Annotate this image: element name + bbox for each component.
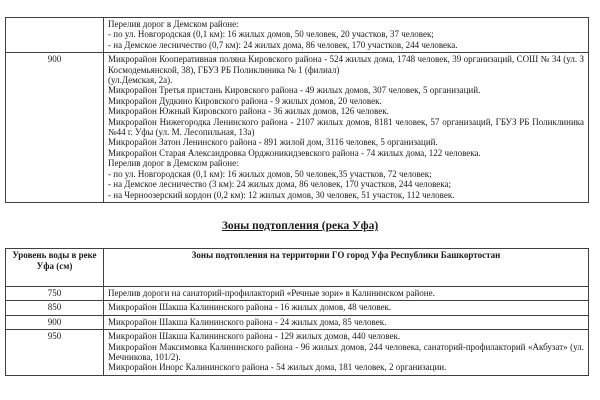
paragraph: Микрорайон Кооперативная поляна Кировского района - 524 жилых дома, 1748 человек, 39 организаций, СОШ № 34 (ул. З Космодемьянской, 38), ГБУЗ РБ Поликлиника № 1 (филиал) — [108, 54, 584, 75]
paragraph: Микрорайон Старая Александровка Орджоникидзевского района - 74 жилых дома, 122 человека. — [108, 147, 481, 158]
table-row — [6, 287, 589, 301]
flood-zone-description-cell — [104, 287, 589, 301]
paragraph: Перелив дороги на санаторий-профилакторий «Речные зори» в Калининском районе. — [108, 288, 435, 298]
paragraph: (ул.Демская, 2а). — [108, 75, 173, 86]
table-row — [6, 301, 589, 315]
flood-zone-description-cell — [104, 18, 589, 53]
table-row — [6, 18, 589, 53]
flood-zones-header: Зоны подтопления на территории ГО город Уфа Республики Башкортостан — [104, 249, 589, 287]
water-level-cell: 850 — [6, 301, 104, 315]
paragraph: Микрорайон Шакша Калининского района - 129 жилых домов, 440 человек. — [108, 331, 401, 342]
flood-zone-description-cell — [104, 330, 589, 376]
paragraph: Микрорайон Южный Кировского района - 36 жилых домов, 126 человек. — [108, 106, 389, 117]
flood-zones-table-continuation — [5, 17, 589, 203]
flood-zones-table-ufa-river — [5, 248, 589, 376]
water-level-cell — [6, 18, 104, 53]
page-title: Зоны подтопления (река Уфа) — [221, 220, 379, 232]
paragraph: Микрорайон Дудкино Кировского района - 9 жилых домов, 20 человек. — [108, 95, 382, 106]
flood-zone-description-cell — [104, 315, 589, 329]
table-header-row — [6, 249, 589, 287]
paragraph: - по ул. Новгородская (0,1 км): 16 жилых домов, 50 человек,35 участков, 72 человек; — [108, 168, 432, 179]
water-level-cell: 900 — [6, 53, 104, 203]
water-level-cell: 900 — [6, 315, 104, 329]
table-row — [6, 315, 589, 329]
paragraph: Микрорайон Максимовка Калининского района - 96 жилых домов, 244 человека, санаторий-профилакторий «Акбузат» (ул. Мечникова, 101/2). — [108, 341, 584, 363]
water-level-cell: 750 — [6, 287, 104, 301]
paragraph: - на Черноозерский кордон (0,2 км): 12 жилых домов, 30 человек, 51 участок, 112 человек. — [108, 189, 455, 200]
paragraph: Микрорайон Затон Ленинского района - 891 жилой дом, 3116 человек, 5 организаций. — [108, 137, 438, 148]
paragraph: - по ул. Новгородская (0,1 км): 16 жилых домов, 50 человек, 20 участков, 37 человек; — [108, 29, 434, 40]
paragraph: Перелив дорог в Демском районе: — [108, 158, 239, 169]
paragraph: Микрорайон Шакша Калининского района - 16 жилых домов, 48 человек. — [108, 302, 392, 313]
flood-zone-description-cell — [104, 53, 589, 203]
table-row — [6, 330, 589, 376]
flood-zone-description-cell — [104, 301, 589, 315]
paragraph: Микрорайон Шакша Калининского района - 24 жилых дома, 85 человек. — [108, 316, 387, 327]
paragraph: Микрорайон Нижегородка Ленинского района - 2107 жилых домов, 8181 человек, 57 организаций, ГБУЗ РБ Поликлиника №44 г. Уфы (ул. М. Лесопильная, 13а) — [108, 116, 584, 138]
paragraph: Микрорайон Инорс Калининского района - 54 жилых дома, 181 человек, 2 организации. — [108, 362, 447, 373]
paragraph: - на Демское лесничество (3 км): 24 жилых дома, 86 человек, 170 участков, 244 человека; — [108, 179, 452, 190]
water-level-header: Уровень воды в реке Уфа (см) — [6, 249, 104, 287]
table-row — [6, 53, 589, 203]
paragraph: Перелив дорог в Демском районе: — [108, 19, 239, 29]
paragraph: Микрорайон Третья пристань Кировского района - 49 жилых домов, 307 человек, 5 организаций. — [108, 85, 481, 96]
paragraph: - на Демское лесничество (0,7 км): 24 жилых дома, 86 человек, 170 участков, 244 человека. — [108, 39, 458, 50]
water-level-cell: 950 — [6, 330, 104, 376]
